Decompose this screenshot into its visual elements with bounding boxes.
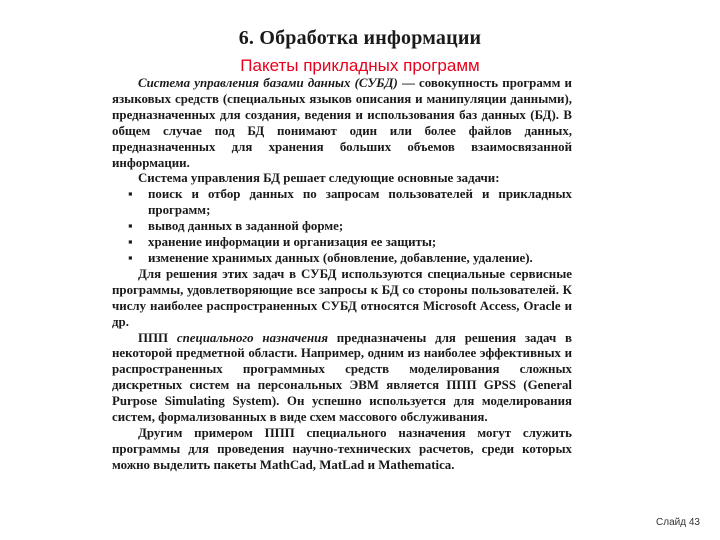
slide-number: Слайд 43	[656, 517, 700, 528]
term-special-purpose: специального назначения	[176, 330, 328, 345]
scanned-text-block	[112, 76, 572, 474]
paragraph-text: — совокупность программ и языковых средств (специальных языков описания и манипуляции данными), предназначенных для создания, ведения и использования баз данных (БД). В общем случае под БД понимают один или более файлов данных, предназначенных для хранения больших объемов взаимосвязанной информации.	[112, 76, 572, 170]
list-item: ▪ хранение информации и организация ее защиты;	[148, 235, 572, 251]
slide-title: 6. Обработка информации	[238, 27, 482, 49]
slide-subtitle: Пакеты прикладных программ	[240, 56, 480, 75]
term-dbms: Система управления базами данных (СУБД)	[138, 76, 398, 90]
list-item: ▪ поиск и отбор данных по запросам пользователей и прикладных программ;	[148, 187, 572, 219]
list-item: ▪ изменение хранимых данных (обновление, добавление, удаление).	[148, 251, 572, 267]
paragraph-dbms-definition	[112, 76, 572, 171]
paragraph-special-purpose	[112, 331, 572, 426]
paragraph-dbms-tasks-intro: Система управления БД решает следующие основные задачи:	[138, 171, 500, 186]
paragraph-text: предназначены для решения задач в некоторой предметной области. Например, одним из наиболее эффективных и распространенных программных средств моделирования сложных дискретных систем на персональных ЭВМ является ППП GPSS (General Purpose Simulating System). Он успешно используется для моделирования систем, формализованных в виде схем массового обслуживания.	[112, 330, 573, 425]
dbms-tasks-list	[112, 187, 572, 267]
list-item: ▪ вывод данных в заданной форме;	[148, 219, 572, 235]
paragraph-text: ППП	[138, 330, 177, 345]
paragraph-dbms-services: Для решения этих задач в СУБД используются специальные сервисные программы, удовлетворяющие все запросы к БД со стороны пользователей. К числу наиболее распространенных СУБД относятся Microsoft Access, Oracle и др.	[112, 266, 572, 329]
paragraph-other-examples: Другим примером ППП специального назначения могут служить программы для проведения научно-технических расчетов, среди которых можно выделить пакеты MathCad, MatLad и Mathematica.	[112, 425, 572, 472]
